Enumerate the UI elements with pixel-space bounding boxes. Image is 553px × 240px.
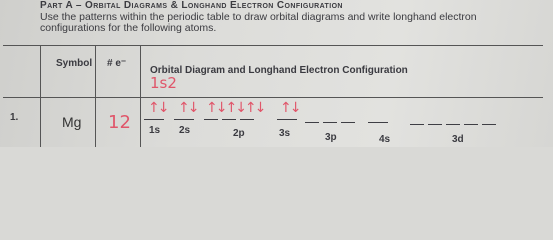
element-symbol: Mg	[62, 114, 82, 130]
orbital-label-3p: 3p	[325, 132, 337, 143]
orbital-label-1s: 1s	[149, 125, 161, 136]
instructions-line-2: configurations for the following atoms.	[40, 22, 217, 34]
orbital-blank-3p-1	[305, 122, 319, 123]
orbital-blank-1s	[144, 119, 164, 120]
orbital-blank-3d-3	[446, 124, 460, 125]
table-top-border	[3, 45, 543, 46]
orbital-blank-3d-1	[410, 124, 424, 125]
orbital-blank-3d-5	[482, 124, 496, 125]
section-heading: Part A – Orbital Diagrams & Longhand Electron Configuration	[40, 0, 343, 11]
table-column-divider-2	[95, 45, 96, 147]
header-orbital-diagram: Orbital Diagram and Longhand Electron Configuration	[150, 65, 408, 76]
orbital-arrows-3s: ↑↓	[280, 100, 300, 116]
orbital-blank-3p-2	[323, 122, 337, 123]
instructions-line-1: Use the patterns within the periodic table to draw orbital diagrams and write longhand electron	[40, 11, 477, 23]
row-number: 1.	[10, 112, 19, 123]
header-symbol: Symbol	[56, 58, 93, 69]
orbital-blank-3p-3	[341, 122, 355, 123]
orbital-arrows-2s: ↑↓	[178, 100, 198, 116]
orbital-arrows-1s: ↑↓	[148, 100, 168, 116]
handwritten-electron-count: 12	[108, 112, 131, 133]
orbital-label-4s: 4s	[379, 134, 391, 145]
orbital-label-2s: 2s	[179, 125, 191, 136]
orbital-blank-4s	[368, 122, 388, 123]
orbital-blank-3s	[277, 119, 297, 120]
table-header-divider	[3, 97, 543, 98]
orbital-label-2p: 2p	[233, 128, 245, 139]
orbital-label-3d: 3d	[452, 134, 464, 145]
handwritten-longhand-config: 1s2	[150, 74, 177, 92]
orbital-label-3s: 3s	[279, 128, 291, 139]
table-column-divider-1	[40, 45, 41, 147]
orbital-blank-2s	[174, 119, 194, 120]
orbital-blank-3d-2	[428, 124, 442, 125]
orbital-blank-2p-1	[204, 119, 218, 120]
orbital-blank-2p-2	[222, 119, 236, 120]
header-electrons: # e⁻	[107, 58, 127, 69]
orbital-blank-3d-4	[464, 124, 478, 125]
orbital-blank-2p-3	[240, 119, 254, 120]
orbital-arrows-2p: ↑↓↑↓↑↓	[206, 100, 265, 116]
table-column-divider-3	[140, 45, 141, 147]
